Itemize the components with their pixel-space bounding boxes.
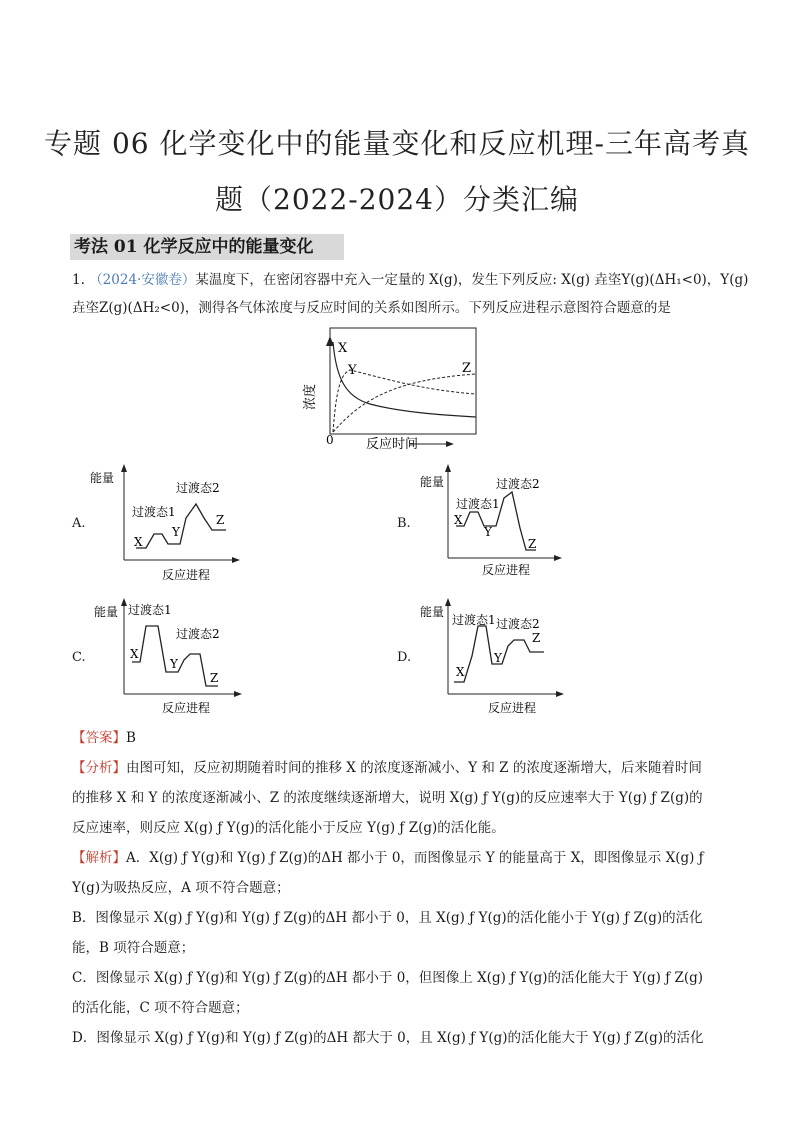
option-c-z: Z <box>210 671 219 685</box>
option-b-z: Z <box>528 537 537 551</box>
question-source: （2024·安徽卷） <box>89 272 196 288</box>
option-d-diagram[interactable] <box>414 596 574 718</box>
option-d-xlabel: 反应进程 <box>488 701 537 715</box>
option-a-label[interactable]: A. <box>72 516 86 531</box>
analysis-tag: 【分析】 <box>72 760 126 776</box>
explanation-tag: 【解析】 <box>72 850 126 866</box>
option-c-diagram[interactable] <box>88 596 248 718</box>
option-b-y: Y <box>484 525 492 539</box>
question-number: 1. <box>72 272 85 288</box>
option-b-label[interactable]: B. <box>397 516 411 531</box>
explanation-line4: 能，B 项符合题意； <box>72 940 195 956</box>
option-d-ts2: 过渡态2 <box>496 617 540 631</box>
option-c-ts2: 过渡态2 <box>176 627 220 641</box>
option-c-x: X <box>130 647 139 661</box>
series-y-curve <box>333 370 476 432</box>
option-a-ylabel: 能量 <box>90 471 115 485</box>
explanation-line7: D．图像显示 X(g) ƒ Y(g)和 Y(g) ƒ Z(g)的ΔH 都大于 0，且 X(g) ƒ Y(g)的活化能大于 Y(g) ƒ Z(g)的活化 <box>72 1030 704 1046</box>
option-b-ylabel: 能量 <box>420 475 445 489</box>
option-d-x: X <box>456 665 465 679</box>
analysis-text1: 由图可知，反应初期随着时间的推移 X 的浓度逐渐减小、Y 和 Z 的浓度逐渐增大，后来随着时间 <box>126 760 702 776</box>
option-c-ylabel: 能量 <box>94 605 119 619</box>
option-b-ts2: 过渡态2 <box>496 477 540 491</box>
option-b-xlabel: 反应进程 <box>482 563 531 577</box>
option-a-y: Y <box>172 525 180 539</box>
explanation-line3: B．图像显示 X(g) ƒ Y(g)和 Y(g) ƒ Z(g)的ΔH 都小于 0，且 X(g) ƒ Y(g)的活化能小于 Y(g) ƒ Z(g)的活化 <box>72 910 703 926</box>
option-c-xlabel: 反应进程 <box>162 701 211 715</box>
explanation-line1 <box>72 846 704 866</box>
option-d-z: Z <box>532 631 541 645</box>
section-heading: 考法 01 化学反应中的能量变化 <box>70 234 344 260</box>
page-title-line1: 专题 06 化学变化中的能量变化和反应机理-三年高考真 <box>44 127 750 160</box>
y-axis-label: 浓度 <box>303 383 318 410</box>
option-c-y: Y <box>170 657 178 671</box>
explanation-line6: 的活化能，C 项不符合题意； <box>72 1000 249 1016</box>
series-z-label: Z <box>462 361 472 376</box>
option-a-diagram[interactable] <box>86 460 246 586</box>
question-line1 <box>72 268 748 288</box>
option-d-label[interactable]: D. <box>397 650 412 665</box>
answer-line <box>72 726 136 746</box>
analysis-line1 <box>72 756 702 776</box>
question-text2: 垚垐Z(g)(ΔH₂<0)，测得各气体浓度与反应时间的关系如图所示。下列反应进程示意图符合题意的是 <box>72 300 671 316</box>
option-d-ylabel: 能量 <box>420 605 445 619</box>
answer-value: B <box>126 730 136 746</box>
option-a-ts1: 过渡态1 <box>132 505 176 519</box>
option-c-label[interactable]: C. <box>72 650 86 665</box>
option-b-ts1: 过渡态1 <box>456 497 500 511</box>
series-x-label: X <box>338 341 348 356</box>
option-a-xlabel: 反应进程 <box>162 568 211 582</box>
option-b-x: X <box>454 513 463 527</box>
explanation-text1: A．X(g) ƒ Y(g)和 Y(g) ƒ Z(g)的ΔH 都小于 0，而图像显示 Y 的能量高于 X，即图像显示 X(g) ƒ <box>126 850 704 866</box>
option-c-ts1: 过渡态1 <box>128 603 172 617</box>
option-a-x: X <box>134 535 143 549</box>
series-x-curve <box>333 342 476 417</box>
origin-label: 0 <box>326 433 334 447</box>
option-d-y: Y <box>494 651 502 665</box>
question-text1: 某温度下，在密闭容器中充入一定量的 X(g)，发生下列反应: X(g) 垚垐Y(g)(ΔH₁<0)，Y(g) <box>195 272 749 288</box>
x-axis-label: 反应时间 <box>366 437 419 452</box>
option-a-z: Z <box>216 513 225 527</box>
option-a-ts2: 过渡态2 <box>176 481 220 495</box>
answer-tag: 【答案】 <box>72 730 126 746</box>
option-b-diagram[interactable] <box>412 462 572 582</box>
series-y-label: Y <box>348 363 357 378</box>
page-title-line2: 题（2022-2024）分类汇编 <box>215 183 579 216</box>
analysis-line3: 反应速率，则反应 X(g) ƒ Y(g)的活化能小于反应 Y(g) ƒ Z(g)的活化能。 <box>72 820 505 836</box>
series-z-curve <box>333 374 476 432</box>
option-d-ts1: 过渡态1 <box>452 613 496 627</box>
analysis-line2: 的推移 X 和 Y 的浓度逐渐减小、Z 的浓度继续逐渐增大，说明 X(g) ƒ Y(g)的反应速率大于 Y(g) ƒ Z(g)的 <box>72 790 703 806</box>
concentration-chart <box>300 322 490 452</box>
explanation-line2: Y(g)为吸热反应，A 项不符合题意； <box>72 880 290 896</box>
explanation-line5: C．图像显示 X(g) ƒ Y(g)和 Y(g) ƒ Z(g)的ΔH 都小于 0，但图像上 X(g) ƒ Y(g)的活化能大于 Y(g) ƒ Z(g) <box>72 970 704 986</box>
